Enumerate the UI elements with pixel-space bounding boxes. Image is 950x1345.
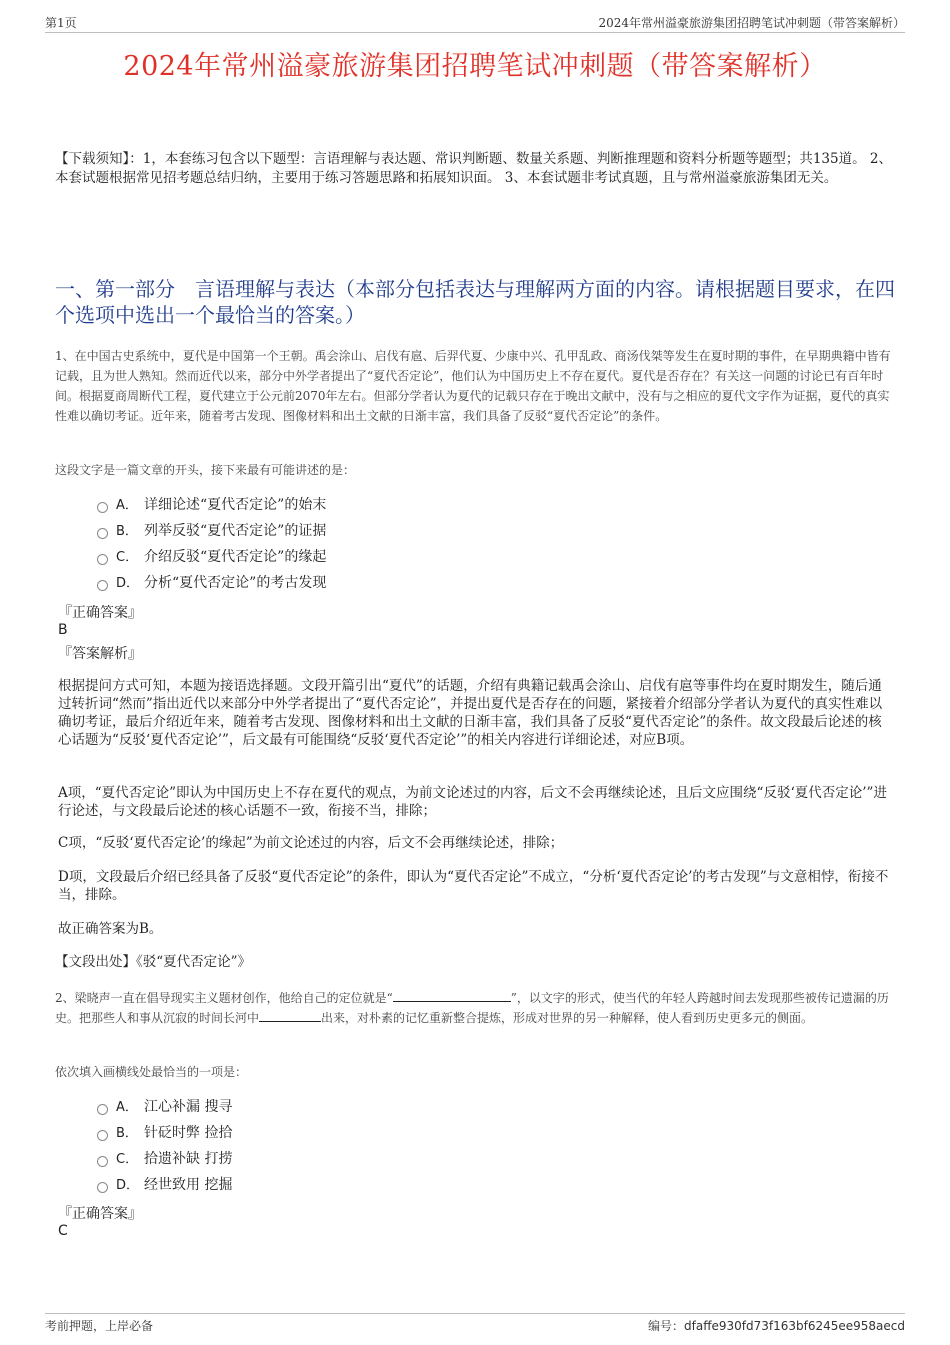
option-c[interactable]: C． 拾遗补缺 打捞 — [97, 1146, 232, 1172]
analysis-paragraph: C项，“反驳‘夏代否定论’的缘起”为前文论述过的内容，后文不会再继续论述，排除； — [58, 835, 564, 851]
radio-icon[interactable] — [97, 502, 108, 513]
option-c[interactable]: C． 介绍反驳“夏代否定论”的缘起 — [97, 544, 326, 570]
option-d[interactable]: D． 经世致用 挖掘 — [97, 1172, 232, 1198]
question-1-text: 1、在中国古史系统中，夏代是中国第一个王朝。禹会涂山、启伐有扈、后羿代夏、少康中兴、孔甲乱政、商汤伐桀等发生在夏时期的事件，在早期典籍中皆有记载，且为世人熟知。然而近代以来，部分中外学者提出了“夏代否定论”，他们认为中国历史上不存在夏代。夏代是否存在？有关这一问题的讨论已有百年时间。根据夏商周断代工程，夏代建立于公元前2070年左右。但部分学者认为夏代的记载只存在于晚出文献中，没有与之相应的夏代文字作为证据，夏代的真实性难以确切考证。近年来，随着考古发现、图像材料和出土文献的日渐丰富，我们具备了反驳“夏代否定论”的条件。 — [55, 349, 891, 423]
analysis-label: 『答案解析』 — [58, 646, 142, 662]
question-1-options — [97, 492, 326, 596]
radio-icon[interactable] — [97, 528, 108, 539]
question-2-options — [97, 1094, 232, 1198]
analysis-conclusion: 故正确答案为B。 — [58, 921, 163, 937]
fill-blank — [393, 989, 511, 1002]
answer-value: C — [58, 1223, 68, 1239]
footer-slogan: 考前押题，上岸必备 — [45, 1319, 154, 1333]
radio-icon[interactable] — [97, 1156, 108, 1167]
page-header — [45, 14, 905, 33]
radio-icon[interactable] — [97, 1130, 108, 1141]
question-2-prompt: 依次填入画横线处最恰当的一项是： — [55, 1065, 248, 1079]
page-title: 2024年常州溢豪旅游集团招聘笔试冲刺题（带答案解析） — [123, 51, 827, 82]
page-number: 第1页 — [45, 16, 77, 30]
option-a[interactable]: A． 详细论述“夏代否定论”的始末 — [97, 492, 326, 518]
section-title: 一、第一部分 言语理解与表达（本部分包括表达与理解两方面的内容。请根据题目要求，在四个选项中选出一个最恰当的答案。） — [55, 277, 895, 327]
answer-value: B — [58, 622, 68, 638]
option-d[interactable]: D． 分析“夏代否定论”的考古发现 — [97, 570, 326, 596]
question-1-prompt: 这段文字是一篇文章的开头，接下来最有可能讲述的是： — [55, 463, 356, 477]
footer-code: 编号：dfaffe930fd73f163bf6245ee958aecd — [647, 1319, 905, 1333]
option-a[interactable]: A． 江心补漏 搜寻 — [97, 1094, 232, 1120]
analysis-paragraph: D项，文段最后介绍已经具备了反驳“夏代否定论”的条件，即认为“夏代否定论”不成立，“分析‘夏代否定论’的考古发现”与文意相悖，衔接不当，排除。 — [58, 869, 889, 903]
header-doc-title: 2024年常州溢豪旅游集团招聘笔试冲刺题（带答案解析） — [598, 16, 905, 30]
radio-icon[interactable] — [97, 554, 108, 565]
radio-icon[interactable] — [97, 1182, 108, 1193]
radio-icon[interactable] — [97, 580, 108, 591]
option-b[interactable]: B． 针砭时弊 捡拾 — [97, 1120, 232, 1146]
analysis-paragraph: 根据提问方式可知，本题为接语选择题。文段开篇引出“夏代”的话题，介绍有典籍记载禹会涂山、启伐有扈等事件均在夏时期发生，随后通过转折词“然而”指出近代以来部分中外学者提出了“夏代否定论”，并提出夏代是否存在的问题，紧接着介绍部分学者认为夏代的真实性难以确切考证，最后介绍近年来，随着考古发现、图像材料和出土文献的日渐丰富，我们具备了反驳“夏代否定论”的条件。故文段最后论述的核心话题为“反驳‘夏代否定论’”，后文最有可能围绕“反驳‘夏代否定论’”的相关内容进行详细论述，对应B项。 — [58, 678, 883, 748]
answer-label: 『正确答案』 — [58, 605, 142, 621]
radio-icon[interactable] — [97, 1104, 108, 1115]
page-footer — [45, 1313, 905, 1334]
answer-label: 『正确答案』 — [58, 1206, 142, 1222]
option-b[interactable]: B． 列举反驳“夏代否定论”的证据 — [97, 518, 326, 544]
question-2-text: 2、梁晓声一直在倡导现实主义题材创作，他给自己的定位就是“ ”，以文字的形式，使当代的年轻人跨越时间去发现那些被传记遗漏的历史。把那些人和事从沉寂的时间长河中 出来，对朴素的记忆重新整合提炼，形成对世界的另一种解释，使人看到历史更多元的侧面。 — [55, 991, 889, 1025]
analysis-paragraph: A项，“夏代否定论”即认为中国历史上不存在夏代的观点，为前文论述过的内容，后文不会再继续论述，且后文应围绕“反驳‘夏代否定论’”进行论述，与文段最后论述的核心话题不一致，衔接不当，排除； — [58, 785, 887, 819]
fill-blank — [259, 1009, 321, 1022]
source-citation: 【文段出处】《驳“夏代否定论”》 — [55, 954, 252, 970]
download-notice: 【下载须知】：1，本套练习包含以下题型：言语理解与表达题、常识判断题、数量关系题、判断推理题和资料分析题等题型；共135道。 2、本套试题根据常见招考题总结归纳，主要用于练习答题思路和拓展知识面。 3、本套试题非考试真题，且与常州溢豪旅游集团无关。 — [55, 151, 892, 186]
